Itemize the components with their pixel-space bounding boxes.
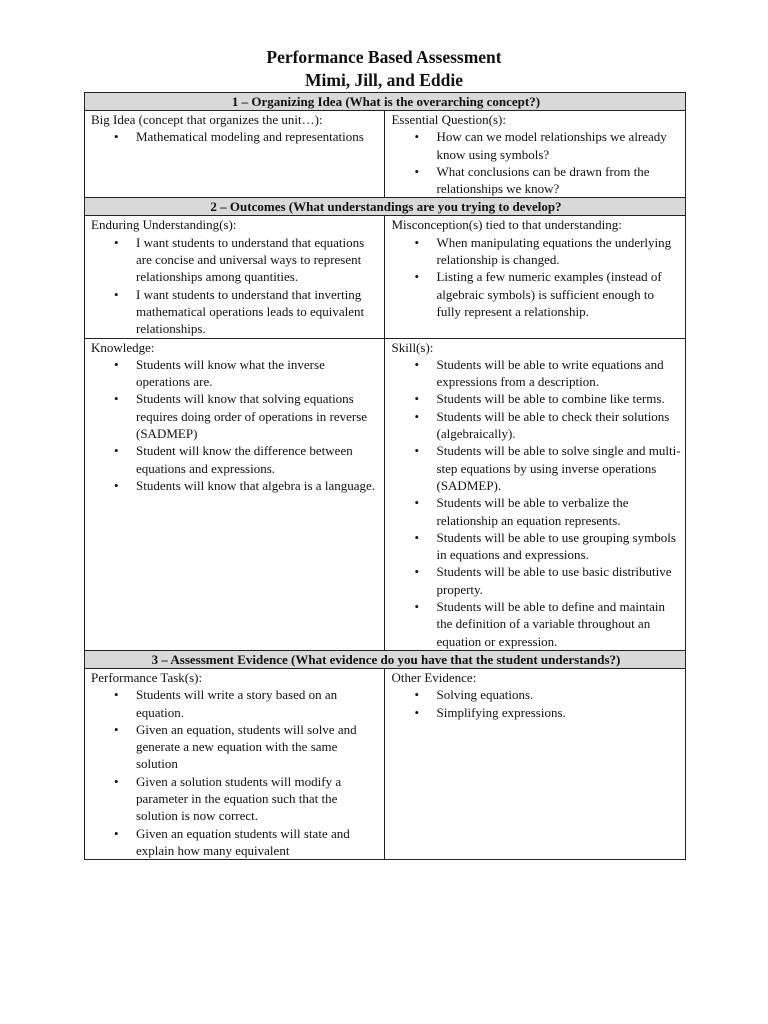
list-item: • Students will be able to solve single and multi-step equations by using inverse operations (SADMEP). <box>436 442 681 494</box>
section-row <box>85 93 686 111</box>
big-idea-list <box>91 128 380 145</box>
list-item: • Solving equations. <box>436 686 681 703</box>
list-item: • Students will write a story based on an equation. <box>136 686 380 721</box>
table-row <box>85 338 686 650</box>
skills-label: Skill(s): <box>391 339 434 355</box>
skills-cell <box>385 338 686 650</box>
misconception-cell <box>385 216 686 338</box>
title-line-1: Performance Based Assessment <box>266 47 502 67</box>
performance-task-label: Performance Task(s): <box>91 669 203 685</box>
other-evidence-label: Other Evidence: <box>391 669 477 685</box>
list-item: • When manipulating equations the underlying relationship is changed. <box>436 234 681 269</box>
list-item: • Given an equation, students will solve and generate a new equation with the same solution <box>136 721 380 773</box>
list-item: • Students will be able to verbalize the relationship an equation represents. <box>436 494 681 529</box>
table-row <box>85 111 686 198</box>
enduring-understanding-cell <box>85 216 385 338</box>
list-item: • Students will be able to combine like terms. <box>436 390 681 407</box>
section-header-outcomes: 2 – Outcomes (What understandings are you trying to develop? <box>85 198 686 216</box>
list-item: • Students will be able to use basic distributive property. <box>436 563 681 598</box>
enduring-understanding-label: Enduring Understanding(s): <box>91 217 237 233</box>
list-item: • Student will know the difference between equations and expressions. <box>136 442 380 477</box>
list-item: • Students will be able to write equations and expressions from a description. <box>436 356 681 391</box>
section-header-assessment-evidence: 3 – Assessment Evidence (What evidence do you have that the student understands?) <box>85 650 686 668</box>
performance-task-list <box>91 686 380 859</box>
list-item: • Students will know that solving equations requires doing order of operations in reverse (SADMEP) <box>136 390 380 442</box>
essential-question-cell <box>385 111 686 198</box>
list-item: • I want students to understand that equations are concise and universal ways to represent relationships among quantities. <box>136 234 380 286</box>
list-item: • Simplifying expressions. <box>436 704 681 721</box>
list-item: • Students will know what the inverse operations are. <box>136 356 380 391</box>
knowledge-label: Knowledge: <box>91 339 155 355</box>
knowledge-list <box>91 356 380 494</box>
document-title <box>0 46 768 92</box>
list-item: • Given an equation students will state and explain how many equivalent <box>136 825 380 860</box>
essential-question-list <box>391 128 681 197</box>
section-header-organizing-idea: 1 – Organizing Idea (What is the overarching concept?) <box>85 93 686 111</box>
list-item: • Students will be able to check their solutions (algebraically). <box>436 408 681 443</box>
list-item: • Students will be able to use grouping symbols in equations and expressions. <box>436 529 681 564</box>
other-evidence-cell <box>385 668 686 859</box>
table-row <box>85 668 686 859</box>
assessment-table <box>84 92 686 860</box>
misconception-list <box>391 234 681 320</box>
knowledge-cell <box>85 338 385 650</box>
list-item: • Listing a few numeric examples (instead of algebraic symbols) is sufficient enough to fully represent a relationship. <box>436 268 681 320</box>
list-item: • What conclusions can be drawn from the relationships we know? <box>436 163 681 198</box>
essential-question-label: Essential Question(s): <box>391 112 506 127</box>
list-item: • I want students to understand that inverting mathematical operations leads to equivalent relationships. <box>136 286 380 338</box>
list-item: • Mathematical modeling and representations <box>136 128 380 145</box>
other-evidence-list <box>391 686 681 721</box>
title-line-2: Mimi, Jill, and Eddie <box>304 70 463 90</box>
list-item: • Given a solution students will modify a parameter in the equation such that the solution is now correct. <box>136 773 380 825</box>
skills-list <box>391 356 681 650</box>
table-row <box>85 216 686 338</box>
section-row <box>85 198 686 216</box>
big-idea-label: Big Idea (concept that organizes the unit…): <box>91 112 323 127</box>
big-idea-cell <box>85 111 385 198</box>
misconception-label: Misconception(s) tied to that understanding: <box>391 217 622 233</box>
list-item: • Students will know that algebra is a language. <box>136 477 380 494</box>
section-row <box>85 650 686 668</box>
list-item: • Students will be able to define and maintain the definition of a variable throughout an equation or expression. <box>436 598 681 650</box>
enduring-understanding-list <box>91 234 380 338</box>
performance-task-cell <box>85 668 385 859</box>
list-item: • How can we model relationships we already know using symbols? <box>436 128 681 163</box>
